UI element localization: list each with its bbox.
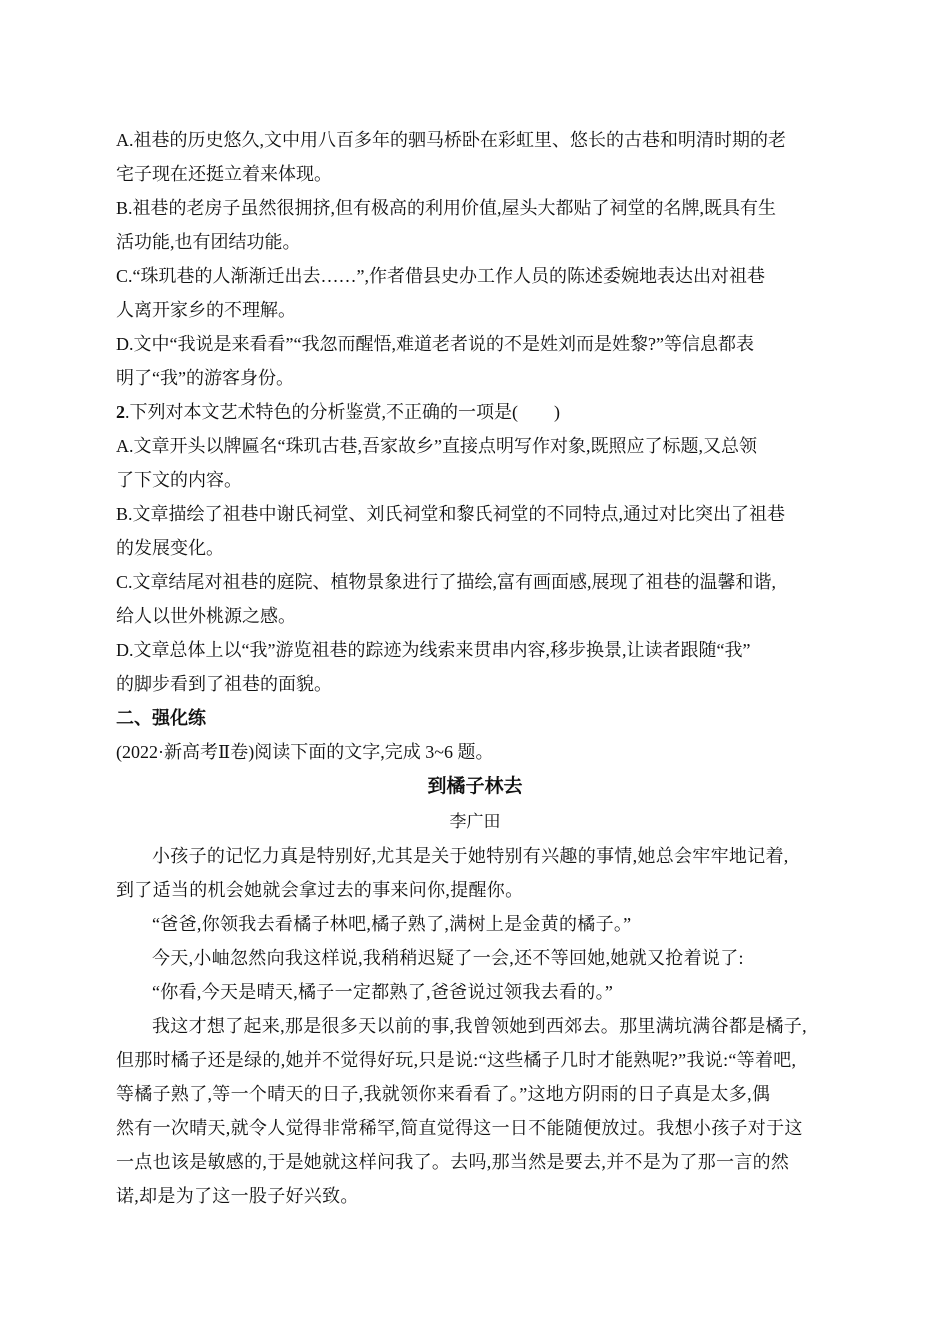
paragraph-5-line-3: 等橘子熟了,等一个晴天的日子,我就领你来看看了。”这地方阴雨的日子真是太多,偶: [116, 1084, 771, 1104]
paragraph-5-line-4: 然有一次晴天,就令人觉得非常稀罕,简直觉得这一日不能随便放过。我想小孩子对于这: [116, 1118, 803, 1138]
paragraph-4-line-1: “你看,今天是晴天,橘子一定都熟了,爸爸说过领我去看的。”: [152, 982, 614, 1002]
q2-option-a-line-2: 了下文的内容。: [116, 470, 242, 490]
q1-option-c-line-1: C.“珠玑巷的人渐渐迁出去……”,作者借县史办工作人员的陈述委婉地表达出对祖巷: [116, 266, 765, 286]
q2-option-d-line-2: 的脚步看到了祖巷的面貌。: [116, 674, 332, 694]
paragraph-5-line-1: 我这才想了起来,那是很多天以前的事,我曾领她到西郊去。那里满坑满谷都是橘子,: [152, 1016, 807, 1036]
paragraph-3-line-1: 今天,小岫忽然向我这样说,我稍稍迟疑了一会,还不等回她,她就又抢着说了:: [152, 948, 744, 968]
q2-option-b-line-2: 的发展变化。: [116, 538, 224, 558]
q2-number: 2: [116, 402, 125, 422]
document-page: [116, 123, 834, 1213]
section-heading: 二、强化练: [116, 708, 206, 728]
q1-option-a-line-2: 宅子现在还挺立着来体现。: [116, 164, 332, 184]
q2-stem-line: [116, 395, 834, 429]
q1-option-c-line-2: 人离开家乡的不理解。: [116, 300, 296, 320]
paragraph-1-line-2: 到了适当的机会她就会拿过去的事来问你,提醒你。: [116, 880, 524, 900]
paragraph-5-line-2: 但那时橘子还是绿的,她并不觉得好玩,只是说:“这些橘子几时才能熟呢?”我说:“等着吧,: [116, 1050, 797, 1070]
question-2: [116, 395, 834, 701]
q1-option-d-line-2: 明了“我”的游客身份。: [116, 368, 294, 388]
q1-option-b-line-2: 活功能,也有团结功能。: [116, 232, 301, 252]
q2-option-c-line-1: C.文章结尾对祖巷的庭院、植物景象进行了描绘,富有画面感,展现了祖巷的温馨和谐,: [116, 572, 777, 592]
article-body: [116, 839, 834, 1213]
q1-option-a-line-1: A.祖巷的历史悠久,文中用八百多年的驷马桥卧在彩虹里、悠长的古巷和明清时期的老: [116, 130, 786, 150]
q1-option-b-line-1: B.祖巷的老房子虽然很拥挤,但有极高的利用价值,屋头大都贴了祠堂的名牌,既具有生: [116, 198, 777, 218]
article-title: 到橘子林去: [427, 776, 523, 797]
q2-option-b-line-1: B.文章描绘了祖巷中谢氏祠堂、刘氏祠堂和黎氏祠堂的不同特点,通过对比突出了祖巷: [116, 504, 786, 524]
q2-stem: .下列对本文艺术特色的分析鉴赏,不正确的一项是( ): [125, 402, 560, 422]
section-intro: (2022·新高考Ⅱ卷)阅读下面的文字,完成 3~6 题。: [116, 742, 494, 762]
article-author: 李广田: [449, 812, 501, 831]
q2-option-c-line-2: 给人以世外桃源之感。: [116, 606, 296, 626]
paragraph-1-line-1: 小孩子的记忆力真是特别好,尤其是关于她特别有兴趣的事情,她总会牢牢地记着,: [152, 846, 789, 866]
q1-options: [116, 123, 834, 395]
paragraph-2-line-1: “爸爸,你领我去看橘子林吧,橘子熟了,满树上是金黄的橘子。”: [152, 914, 632, 934]
paragraph-5-line-5: 一点也该是敏感的,于是她就这样问我了。去吗,那当然是要去,并不是为了那一言的然: [116, 1152, 790, 1172]
paragraph-5-line-6: 诺,却是为了这一股子好兴致。: [116, 1186, 359, 1206]
q1-option-d-line-1: D.文中“我说是来看看”“我忽而醒悟,难道老者说的不是姓刘而是姓黎?”等信息都表: [116, 334, 754, 354]
q2-option-a-line-1: A.文章开头以牌匾名“珠玑古巷,吾家故乡”直接点明写作对象,既照应了标题,又总领: [116, 436, 757, 456]
q2-option-d-line-1: D.文章总体上以“我”游览祖巷的踪迹为线索来贯串内容,移步换景,让读者跟随“我”: [116, 640, 751, 660]
